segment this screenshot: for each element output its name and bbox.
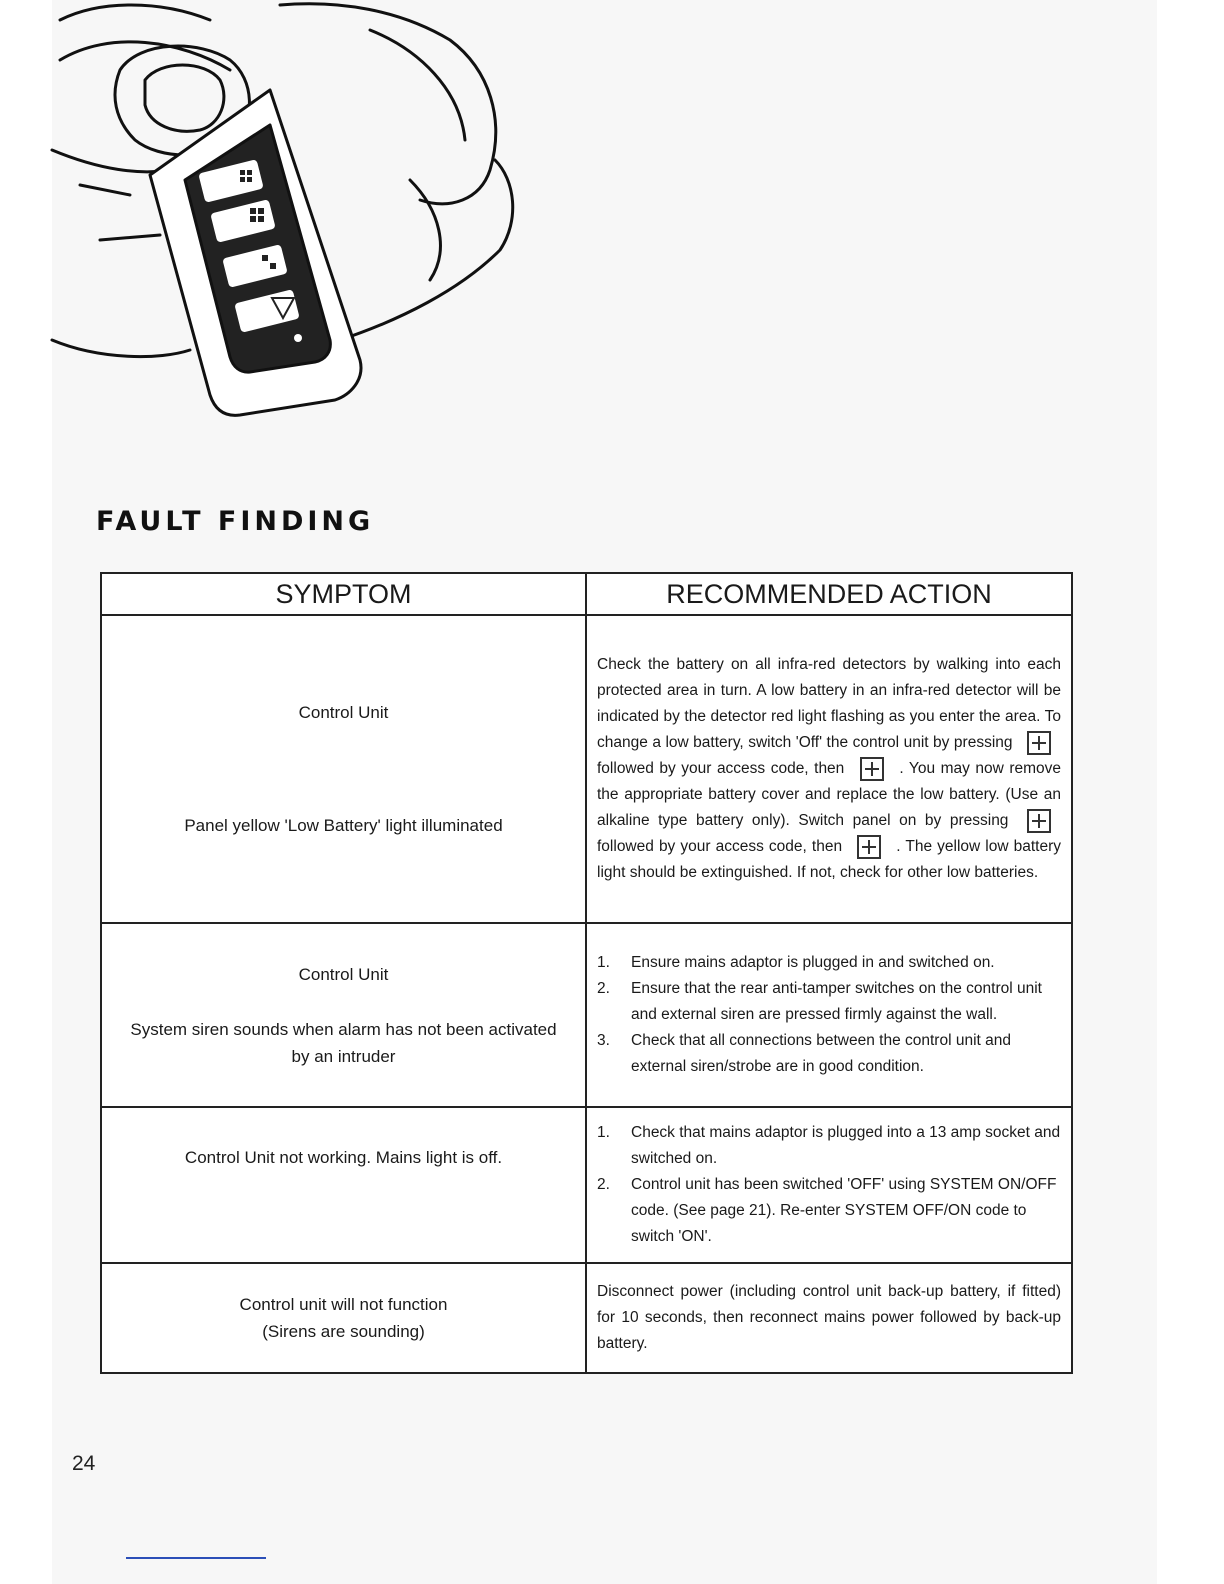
step-text: Check that mains adaptor is plugged into a 13 amp socket and switched on. <box>631 1124 1061 1167</box>
system-button-icon <box>857 835 881 859</box>
list-item <box>597 1172 1061 1250</box>
page-number: 24 <box>72 1452 96 1475</box>
step-number: 2. <box>597 1176 610 1193</box>
table-row <box>101 1107 1072 1263</box>
symptom-detail: Panel yellow 'Low Battery' light illuminated <box>184 816 503 835</box>
list-item <box>597 950 1061 976</box>
symptom-title: Control Unit <box>298 964 389 984</box>
action-text: Disconnect power (including control unit back-up battery, if fitted) for 10 seconds, then reconnect mains power followed by back-up battery. <box>597 1283 1061 1352</box>
step-number: 2. <box>597 980 610 997</box>
step-text: Control unit has been switched 'OFF' using SYSTEM ON/OFF code. (See page 21). Re-enter SYSTEM OFF/ON code to switch 'ON'. <box>631 1176 1057 1245</box>
action-text: followed by your access code, then <box>597 838 843 855</box>
system-button-icon <box>860 757 884 781</box>
table-header-row <box>101 573 1072 615</box>
table-row <box>101 923 1072 1107</box>
step-number: 1. <box>597 954 610 971</box>
action-cell <box>586 923 1072 1107</box>
symptom-detail: System siren sounds when alarm has not been activated by an intruder <box>130 1019 557 1066</box>
symptom-cell <box>101 615 586 923</box>
action-cell <box>586 1263 1072 1373</box>
symptom-detail: Control unit will not function <box>239 1295 448 1314</box>
action-cell <box>586 615 1072 923</box>
symptom-cell <box>101 923 586 1107</box>
hand-holding-remote-illustration <box>40 0 520 430</box>
action-header: RECOMMENDED ACTION <box>586 573 1072 615</box>
step-number: 1. <box>597 1124 610 1141</box>
symptom-header: SYMPTOM <box>101 573 586 615</box>
step-text: Ensure mains adaptor is plugged in and switched on. <box>631 954 995 971</box>
action-text: . You may now remove the appropriate battery cover and replace the low battery. (Use an alkaline type battery only). Switch panel on by pressing <box>597 760 1062 829</box>
step-text: Ensure that the rear anti-tamper switches on the control unit and external siren are pressed firmly against the wall. <box>631 980 1042 1023</box>
fault-finding-table <box>100 572 1073 1374</box>
symptom-title: Control Unit <box>298 703 389 722</box>
symptom-cell <box>101 1107 586 1263</box>
table-row <box>101 615 1072 923</box>
step-number: 3. <box>597 1032 610 1049</box>
page-heading: FAULT FINDING <box>96 506 375 537</box>
table-row <box>101 1263 1072 1373</box>
list-item <box>597 1120 1061 1172</box>
symptom-detail: Control Unit not working. Mains light is off. <box>184 1148 503 1167</box>
action-text: Check the battery on all infra-red detectors by walking into each protected area in turn. A low battery in an infra-red detector will be indicated by the detector red light flashing as you enter the area. To change a low battery, switch 'Off' the control unit by pressing <box>597 656 1061 751</box>
divider <box>126 1557 266 1559</box>
list-item <box>597 1028 1061 1080</box>
list-item <box>597 976 1061 1028</box>
system-button-icon <box>1027 731 1051 755</box>
symptom-cell <box>101 1263 586 1373</box>
action-steps <box>597 1120 1061 1250</box>
action-steps <box>597 950 1061 1080</box>
action-text: . The yellow low battery light should be extinguished. If not, check for other low batteries. <box>597 838 1061 881</box>
step-text: Check that all connections between the control unit and external siren/strobe are in good condition. <box>631 1032 1011 1075</box>
system-button-icon <box>1027 809 1051 833</box>
action-cell <box>586 1107 1072 1263</box>
action-text: followed by your access code, then <box>597 760 845 777</box>
symptom-detail: (Sirens are sounding) <box>262 1322 425 1341</box>
